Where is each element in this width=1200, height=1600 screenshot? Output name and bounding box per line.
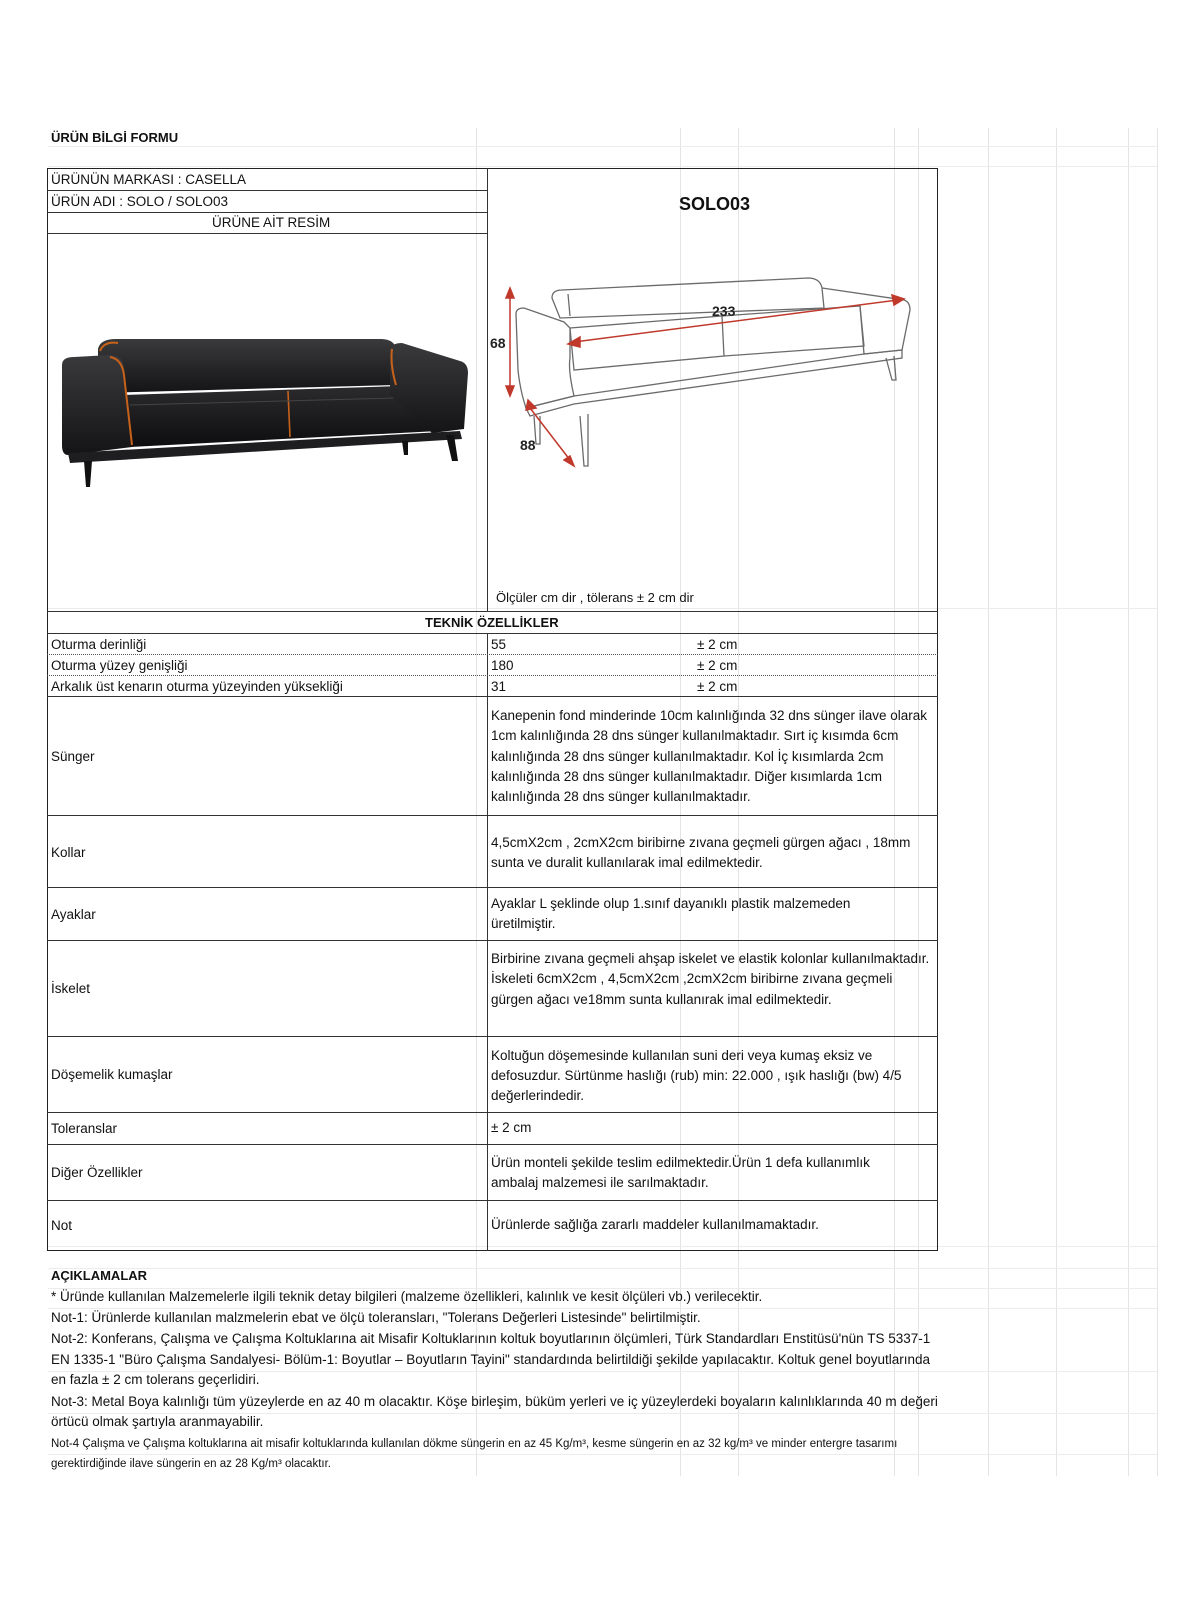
note-item: Not-4 Çalışma ve Çalışma koltuklarına ait misafir koltuklarında kullanılan dökme süngerin en az 45 Kg/m³, kesme süngerin en az 32 kg/m³ ve minder entergre tasarımı gerektirdiğinde ilave süngerin en az 28 Kg/m³ olacaktır. — [51, 1438, 898, 1470]
spec-label: Toleranslar — [51, 1121, 118, 1136]
brand-line: ÜRÜNÜN MARKASI : CASELLA — [51, 172, 247, 187]
spec-label: Döşemelik kumaşlar — [51, 1067, 173, 1082]
measurement-value: 180 — [491, 658, 514, 673]
sofa-dimension-drawing — [490, 270, 930, 480]
measurement-value: 31 — [491, 679, 507, 694]
tech-header: TEKNİK ÖZELLİKLER — [425, 615, 559, 630]
measurement-tolerance: ± 2 cm — [697, 658, 738, 673]
width-label: 233 — [712, 303, 736, 319]
spec-label: Not — [51, 1218, 73, 1233]
note-item: Not-2: Konferans, Çalışma ve Çalışma Koltuklarına ait Misafir Koltuklarının koltuk boyutlarının ölçümleri, Türk Standardları Enstitüsü'nün TS 5337-1 EN 1335-1 "Büro Çalışma Sandalyesi- Bölüm-1: Boyutlar – Boyutların Tayini" standardında belirtildiği şekilde yapılacaktır. Koltuk genel boyutlarında en fazla ± 2 cm tolerans geçerlidiri. — [51, 1331, 931, 1387]
note-item: * Üründe kullanılan Malzemelerle ilgili teknik detay bilgileri (malzeme özellikleri, kalınlık ve kesit ölçüleri vb.) verilecektir. — [51, 1289, 763, 1304]
spec-value: Kanepenin fond minderinde 10cm kalınlığında 32 dns sünger ilave olarak 1cm kalınlığında 28 dns sünger kullanılmaktadır. Sırt iç kısımda 6cm kalınlığında 28 dns sünger kullanılmaktadır. Kol İç kısımlarda 2cm kalınlığında 28 dns sünger kullanılmaktadır. Diğer kısımlarda 1cm kalınlığında 28 dns sünger kullanılmaktadır. — [491, 708, 928, 805]
measurement-label: Oturma derinliği — [51, 637, 147, 652]
note-item: Not-3: Metal Boya kalınlığı tüm yüzeylerde en az 40 m olacaktır. Köşe birleşim, büküm yerleri ve iç yüzeylerdeki boyaların kalınlıklarında 40 m değeri örtücü olmak şartıyla aranmayabilir. — [51, 1394, 938, 1429]
spec-label: Ayaklar — [51, 907, 96, 922]
measurement-value: 55 — [491, 637, 507, 652]
sofa-photo — [60, 335, 480, 505]
spec-label: Kollar — [51, 845, 86, 860]
spec-value: Ayaklar L şeklinde olup 1.sınıf dayanıklı plastik malzemeden üretilmiştir. — [491, 896, 851, 931]
note-item: Not-1: Ürünlerde kullanılan malzmelerin ebat ve ölçü toleransları, "Tolerans Değerleri Listesinde" belirtilmiştir. — [51, 1310, 701, 1325]
spec-value: ± 2 cm — [491, 1120, 532, 1135]
measurement-label: Arkalık üst kenarın oturma yüzeyinden yüksekliği — [51, 679, 343, 694]
spec-value: Birbirine zıvana geçmeli ahşap iskelet ve elastik kolonlar kullanılmaktadır. İskeleti 6cmX2cm , 4,5cmX2cm ,2cmX2cm biribirne zıvana geçmeli gürgen ağacı ve18mm sunta kullanırak imal edilmektedir. — [491, 951, 930, 1007]
spec-label: Sünger — [51, 749, 95, 764]
height-label: 68 — [490, 335, 506, 351]
measurement-tolerance: ± 2 cm — [697, 637, 738, 652]
spec-value: Ürünlerde sağlığa zararlı maddeler kullanılmamaktadır. — [491, 1217, 819, 1232]
depth-label: 88 — [520, 437, 536, 453]
measurement-label: Oturma yüzey genişliği — [51, 658, 188, 673]
spec-value: Ürün monteli şekilde teslim edilmektedir.Ürün 1 defa kullanımlık ambalaj malzemesi ile sarılmaktadır. — [491, 1155, 870, 1190]
spec-label: İskelet — [51, 981, 91, 996]
measurement-tolerance: ± 2 cm — [697, 679, 738, 694]
notes-header: AÇIKLAMALAR — [51, 1268, 148, 1283]
form-title: ÜRÜN BİLGİ FORMU — [51, 130, 179, 145]
image-caption: ÜRÜNE AİT RESİM — [212, 215, 331, 230]
model-title: SOLO03 — [679, 194, 751, 214]
spec-label: Diğer Özellikler — [51, 1165, 143, 1180]
spec-value: Koltuğun döşemesinde kullanılan suni deri veya kumaş eksiz ve defosuzdur. Sürtünme haslığı (rub) min: 22.000 , ışık haslığı (bw) 4/5 değerlerindedir. — [491, 1048, 902, 1103]
spec-value: 4,5cmX2cm , 2cmX2cm biribirne zıvana geçmeli gürgen ağacı , 18mm sunta ve duralit kullanılarak imal edilmektedir. — [491, 835, 911, 870]
product-name-line: ÜRÜN ADI : SOLO / SOLO03 — [51, 194, 229, 209]
measure-note: Ölçüler cm dir , tölerans ± 2 cm dir — [496, 590, 694, 605]
